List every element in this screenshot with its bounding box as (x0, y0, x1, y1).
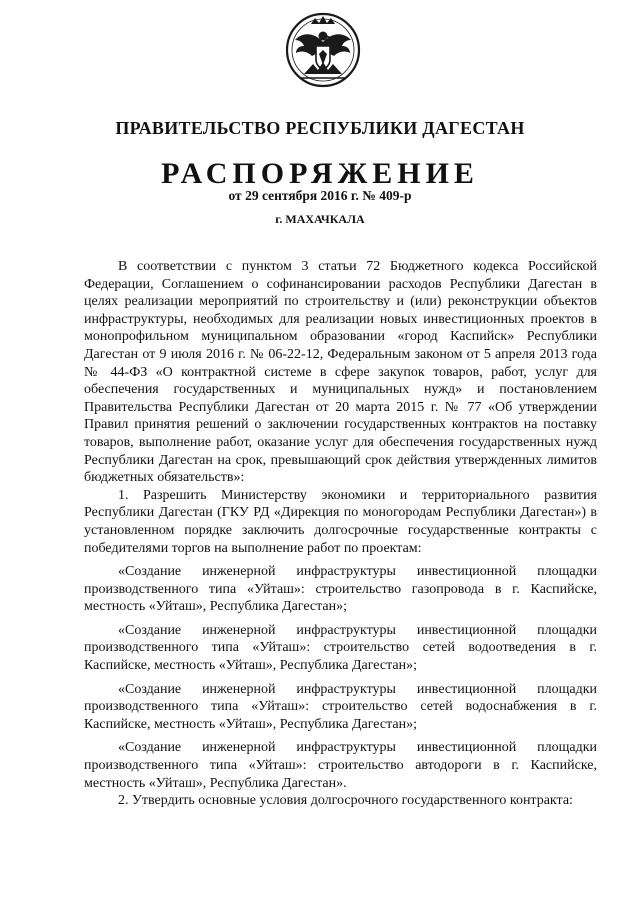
project-paragraph-1: «Создание инженерной инфраструктуры инвестиционной площадки производственного типа «Уйташ»: строительство газопровода в г. Каспийске, местность «Уйташ», Республика Дагестан»; (84, 564, 597, 615)
item-2-paragraph: 2. Утвердить основные условия долгосрочного государственного контракта: (118, 793, 573, 809)
preamble-paragraph: В соответствии с пунктом 3 статьи 72 Бюджетного кодекса Российской Федерации, Соглашением о софинансировании расходов Республики Дагестан в целях реализации мероприятий по строительству и (или) реконструкции объектов инфраструктуры, необходимых для реализации новых инвестиционных проектов в монопрофильном муниципальном образовании «город Каспийск» Республики Дагестан от 9 июля 2016 г. № 06-22-12, Федеральным законом от 5 апреля 2013 года № 44-ФЗ «О контрактной системе в сфере закупок товаров, работ, услуг для обеспечения государственных и муниципальных нужд» и постановлением Правительства Республики Дагестан от 20 марта 2015 г. № 77 «Об утверждении Правил принятия решений о заключении государственных контрактов на поставку товаров, выполнение работ, оказание услуг для обеспечения государственных нужд Республики Дагестан на срок, превышающий срок действия утвержденных лимитов бюджетных обязательств»: (84, 259, 597, 486)
project-paragraph-2: «Создание инженерной инфраструктуры инвестиционной площадки производственного типа «Уйташ»: строительство сетей водоотведения в г. Каспийске, местность «Уйташ», Республика Дагестан»; (84, 622, 597, 674)
document-date-number: от 29 сентября 2016 г. № 409-р (228, 188, 412, 203)
eagle-emblem-icon (284, 10, 362, 88)
document-type-title: РАСПОРЯЖЕНИЕ (161, 157, 479, 190)
item-1-paragraph: 1. Разрешить Министерству экономики и территориального развития Республики Дагестан (ГКУ РД «Дирекция по моногородам Республики Дагестан») в установленном порядке заключить долгосрочные государственные контракты с победителями торгов на выполнение работ по проектам: (84, 487, 597, 556)
project-paragraph-3: «Создание инженерной инфраструктуры инвестиционной площадки производственного типа «Уйташ»: строительство сетей водоснабжения в г. Каспийске, местность «Уйташ», Республика Дагестан»; (84, 681, 597, 732)
government-title: ПРАВИТЕЛЬСТВО РЕСПУБЛИКИ ДАГЕСТАН (115, 118, 525, 138)
coat-of-arms-emblem (284, 10, 362, 88)
document-city: г. МАХАЧКАЛА (275, 212, 365, 226)
document-body (84, 258, 597, 810)
project-paragraph-4: «Создание инженерной инфраструктуры инвестиционной площадки производственного типа «Уйташ»: строительство автодороги в г. Каспийске, местность «Уйташ», Республика Дагестан». (84, 740, 597, 791)
